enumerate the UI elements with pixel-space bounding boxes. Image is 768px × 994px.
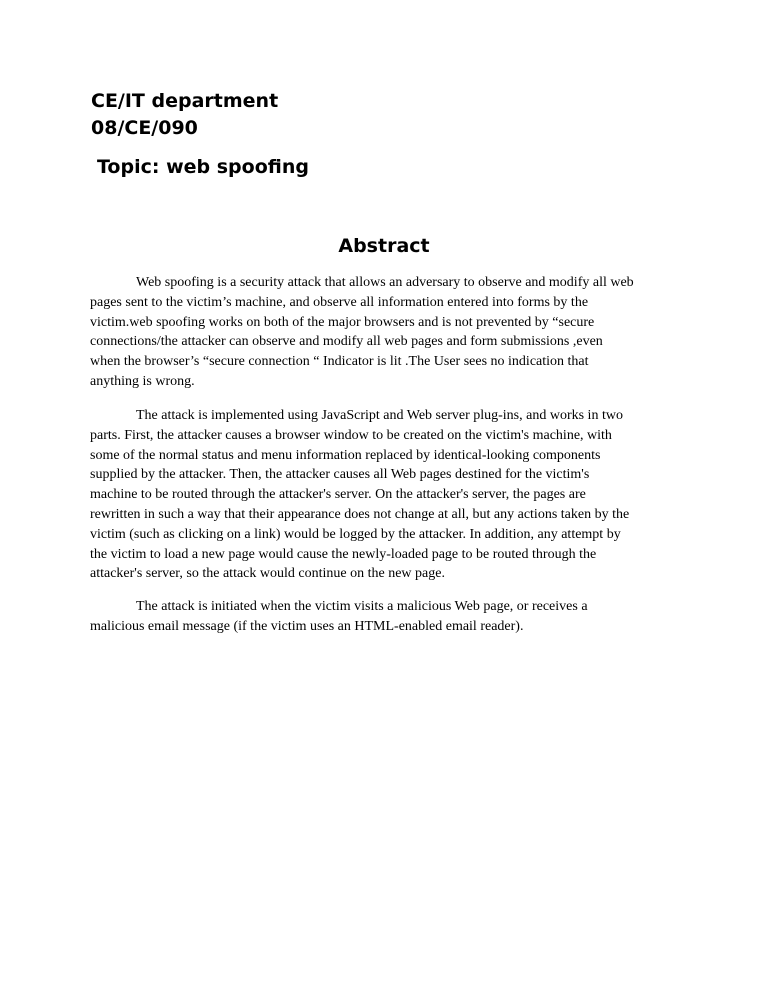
abstract-paragraph-2 <box>90 406 690 584</box>
paragraph-line: The attack is initiated when the victim visits a malicious Web page, or receives a <box>136 599 588 614</box>
paragraph-line: connections/the attacker can observe and modify all web pages and form submissions ,even <box>90 334 603 350</box>
paragraph-line: supplied by the attacker. Then, the attacker causes all Web pages destined for the victim's <box>90 467 590 483</box>
abstract-title: Abstract <box>338 235 430 257</box>
paragraph-line: rewritten in such a way that their appearance does not change at all, but any actions taken by the <box>90 506 630 522</box>
paragraph-line: the victim to load a new page would cause the newly-loaded page to be routed through the <box>90 546 597 562</box>
paragraph-line: parts. First, the attacker causes a browser window to be created on the victim's machine, with <box>90 427 612 443</box>
paragraph-line: The attack is implemented using JavaScript and Web server plug-ins, and works in two <box>136 408 623 423</box>
department-heading: CE/IT department <box>91 90 279 112</box>
paragraph-line: when the browser’s “secure connection “ Indicator is lit .The User sees no indication that <box>90 354 589 370</box>
paragraph-line: victim.web spoofing works on both of the major browsers and is not prevented by “secure <box>90 314 595 330</box>
paragraph-line: some of the normal status and menu information replaced by identical-looking components <box>90 447 601 463</box>
paragraph-line: Web spoofing is a security attack that allows an adversary to observe and modify all web <box>136 275 634 290</box>
paragraph-line: machine to be routed through the attacker's server. On the attacker's server, the pages are <box>90 487 586 503</box>
paragraph-line: victim (such as clicking on a link) would be logged by the attacker. In addition, any attempt by <box>90 526 621 542</box>
abstract-paragraph-1 <box>90 273 690 392</box>
paragraph-line: anything is wrong. <box>90 373 195 389</box>
roll-number-heading: 08/CE/090 <box>91 117 198 139</box>
paragraph-line: malicious email message (if the victim uses an HTML-enabled email reader). <box>90 618 524 634</box>
abstract-paragraph-3 <box>90 597 690 637</box>
topic-heading: Topic: web spoofing <box>97 156 309 178</box>
paragraph-line: pages sent to the victim’s machine, and observe all information entered into forms by the <box>90 294 589 310</box>
paragraph-line: attacker's server, so the attack would continue on the new page. <box>90 566 445 582</box>
